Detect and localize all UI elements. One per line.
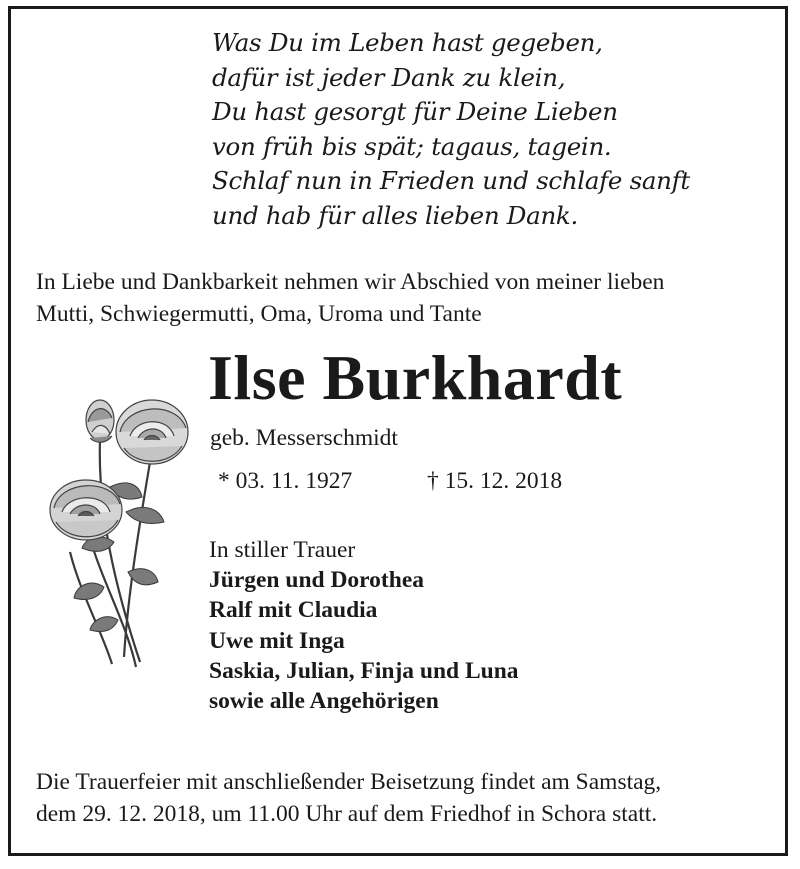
intro-line: Mutti, Schwiegermutti, Oma, Uroma und Tante [36,301,482,327]
mourner-entry: Uwe mit Inga [209,627,345,654]
rose-open [50,480,122,540]
mourner-entry: Jürgen und Dorothea [209,567,425,593]
rose-stems [70,440,150,667]
birth-date: * 03. 11. 1927 [218,468,353,494]
mourner-entry: Saskia, Julian, Finja und Luna [209,657,519,684]
funeral-line: dem 29. 12. 2018, um 11.00 Uhr auf dem Friedhof in Schora statt. [36,801,658,827]
poem-line: und hab für alles lieben Dank. [212,200,578,230]
funeral-notice [36,766,776,830]
memorial-poem [212,26,772,233]
mourner-entry: Ralf mit Claudia [209,597,378,624]
birth-name: geb. Messerschmidt [210,425,398,451]
poem-line: Was Du im Leben hast gegeben, [212,28,603,57]
intro-line: In Liebe und Dankbarkeit nehmen wir Abschied von meiner lieben [36,269,665,295]
poem-line: von früh bis spät; tagaus, tagein. [212,131,612,161]
funeral-line: Die Trauerfeier mit anschließender Beisetzung findet am Samstag, [36,769,662,795]
rose-bud [86,400,114,442]
mourning-heading: In stiller Trauer [209,537,356,563]
farewell-intro [36,266,776,330]
poem-line: Schlaf nun in Frieden und schlafe sanft [212,166,690,195]
poem-line: Du hast gesorgt für Deine Lieben [212,97,618,126]
death-date: † 15. 12. 2018 [427,468,563,494]
poem-line: dafür ist jeder Dank zu klein, [212,62,566,92]
deceased-name: Ilse Burkhardt [208,342,623,413]
roses-illustration [40,392,200,672]
rose-large [116,400,188,464]
mourners-list [209,565,519,716]
mourner-entry: sowie alle Angehörigen [209,688,439,715]
